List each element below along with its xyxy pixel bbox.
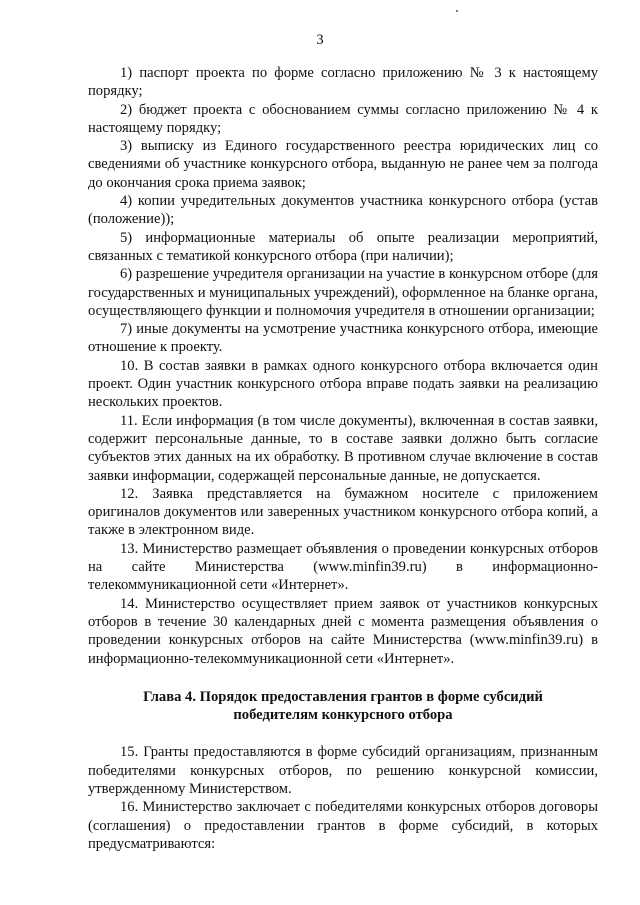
scan-speck: [456, 10, 458, 12]
clause-12: 12. Заявка представляется на бумажном носителе с приложением оригиналов документов или заверенных участником конкурсного отбора копий, а также в электронном виде.: [88, 485, 598, 539]
list-item: 6) разрешение учредителя организации на участие в конкурсном отборе (для государственных и муниципальных учреждений), оформленное на бланке органа, осуществляющего функции и полномочия учредителя в отношении организации;: [88, 266, 598, 319]
document-body: [88, 64, 598, 853]
list-item: 4) копии учредительных документов участника конкурсного отбора (устав (положение));: [88, 193, 598, 228]
list-item: 3) выписку из Единого государственного реестра юридических лиц со сведениями об участнике конкурсного отбора, выданную не ранее чем за полгода до окончания срока приема заявок;: [88, 138, 598, 191]
list-item: 2) бюджет проекта с обоснованием суммы согласно приложению № 4 к настоящему порядку;: [88, 101, 598, 136]
list-item: 1) паспорт проекта по форме согласно приложению № 3 к настоящему порядку;: [88, 65, 598, 100]
spacer: [88, 724, 598, 743]
clause-14: 14. Министерство осуществляет прием заявок от участников конкурсных отборов в течение 30 календарных дней с момента размещения объявления о проведении конкурсных отборов на сайте Министерства (www.minfin39.ru) в информационно-телекоммуникационной сети «Интернет».: [88, 595, 598, 667]
clause-16: 16. Министерство заключает с победителями конкурсных отборов договоры (соглашения) о предоставлении грантов в форме субсидий, в которых предусматриваются:: [88, 799, 598, 852]
clause-10: 10. В состав заявки в рамках одного конкурсного отбора включается один проект. Один участник конкурсного отбора вправе подать заявки на реализацию нескольких проектов.: [88, 357, 598, 411]
chapter-heading: Глава 4. Порядок предоставления грантов в форме субсидий победителям конкурсного отбора: [143, 688, 543, 724]
clause-13: 13. Министерство размещает объявления о проведении конкурсных отборов на сайте Министерства (www.minfin39.ru) в информационно-телекоммуникационной сети «Интернет».: [88, 540, 598, 594]
clause-11: 11. Если информация (в том числе документы), включенная в состав заявки, содержит персональные данные, то в составе заявки должно быть согласие субъектов этих данных на их обработку. В противном случае включение в состав заявки информации, содержащей персональные данные, не допускается.: [88, 412, 598, 484]
list-item: 5) информационные материалы об опыте реализации мероприятий, связанных с тематикой конкурсного отбора (при наличии);: [88, 229, 598, 264]
list-item: 7) иные документы на усмотрение участника конкурсного отбора, имеющие отношение к проекту.: [88, 321, 598, 356]
spacer: [88, 668, 598, 688]
page-number: 3: [316, 32, 324, 48]
clause-15: 15. Гранты предоставляются в форме субсидий организациям, признанным победителями конкурсных отборов, по решению конкурсной комиссии, утвержденному Министерством.: [88, 744, 598, 797]
